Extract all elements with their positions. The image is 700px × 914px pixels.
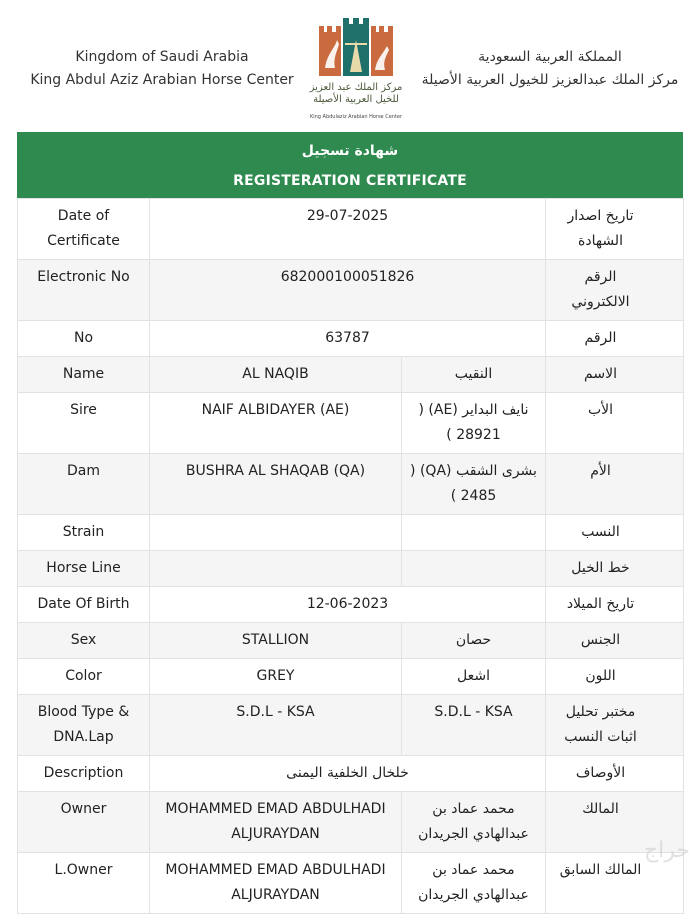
row-no <box>18 321 684 357</box>
label-ar: مختبر تحليل اثبات النسب <box>546 695 684 756</box>
value-en: GREY <box>150 659 402 695</box>
label-ar: اللون <box>546 659 684 695</box>
logo-emblem-icon <box>305 18 407 84</box>
label-en: Dam <box>18 454 150 515</box>
logo-text-en: King Abdulaziz Arabian Horse Center <box>309 114 403 120</box>
logo-ar-line1: مركز الملك عبد العزيز <box>309 82 403 93</box>
label-ar: الأوصاف <box>546 756 684 792</box>
row-owner <box>18 792 684 853</box>
label-en: Sex <box>18 623 150 659</box>
value-ar: حصان <box>402 623 546 659</box>
logo-text-ar <box>305 82 407 106</box>
value-en <box>150 515 402 551</box>
value-en: MOHAMMED EMAD ABDULHADI ALJURAYDAN <box>150 792 402 853</box>
value: 682000100051826 <box>150 260 546 321</box>
value-en: MOHAMMED EMAD ABDULHADI ALJURAYDAN <box>150 853 402 914</box>
row-electronic-no <box>18 260 684 321</box>
value-en: BUSHRA AL SHAQAB (QA) <box>150 454 402 515</box>
value: 12-06-2023 <box>150 587 546 623</box>
certificate-table <box>17 198 684 914</box>
label-en: Date of Certificate <box>18 199 150 260</box>
label-en: Color <box>18 659 150 695</box>
value-ar: نايف البداير (AE) ( 28921 ) <box>402 393 546 454</box>
header-left <box>17 46 307 92</box>
certificate-page <box>17 0 683 903</box>
header <box>17 0 683 132</box>
banner-title-en: REGISTERATION CERTIFICATE <box>233 173 467 189</box>
label-ar: الاسم <box>546 357 684 393</box>
label-ar: المالك السابق <box>546 853 684 914</box>
row-strain <box>18 515 684 551</box>
value-en: NAIF ALBIDAYER (AE) <box>150 393 402 454</box>
label-ar: الرقم <box>546 321 684 357</box>
label-en: Blood Type & DNA.Lap <box>18 695 150 756</box>
label-ar: تاريخ الميلاد <box>546 587 684 623</box>
value-ar: بشرى الشقب (QA) ( 2485 ) <box>402 454 546 515</box>
header-country-en: Kingdom of Saudi Arabia <box>75 49 249 65</box>
label-ar: النسب <box>546 515 684 551</box>
label-en: Name <box>18 357 150 393</box>
center-logo <box>305 18 407 126</box>
row-date-of-birth <box>18 587 684 623</box>
row-description <box>18 756 684 792</box>
value-en: AL NAQIB <box>150 357 402 393</box>
label-en: Horse Line <box>18 551 150 587</box>
value-en <box>150 551 402 587</box>
label-ar: المالك <box>546 792 684 853</box>
value-ar <box>402 551 546 587</box>
header-country-ar: المملكة العربية السعودية <box>478 49 622 65</box>
logo-ar-line2: للخيل العربية الأصيلة <box>313 94 399 105</box>
value: خلخال الخلفية اليمنى <box>150 756 546 792</box>
value-ar: محمد عماد بن عبدالهادي الجريدان <box>402 853 546 914</box>
label-ar: الجنس <box>546 623 684 659</box>
row-sire <box>18 393 684 454</box>
label-en: L.Owner <box>18 853 150 914</box>
label-ar: تاريخ اصدار الشهادة <box>546 199 684 260</box>
banner-title-ar: شهادة تسجيل <box>301 143 399 159</box>
value: 63787 <box>150 321 546 357</box>
label-ar: الرقم الالكتروني <box>546 260 684 321</box>
value-en: STALLION <box>150 623 402 659</box>
header-center-en: King Abdul Aziz Arabian Horse Center <box>30 72 294 88</box>
label-en: Owner <box>18 792 150 853</box>
header-right <box>417 46 683 92</box>
value-en: S.D.L - KSA <box>150 695 402 756</box>
label-ar: خط الخيل <box>546 551 684 587</box>
label-en: Description <box>18 756 150 792</box>
value-ar <box>402 515 546 551</box>
label-en: Sire <box>18 393 150 454</box>
value-ar: محمد عماد بن عبدالهادي الجريدان <box>402 792 546 853</box>
row-l-owner <box>18 853 684 914</box>
label-en: Date Of Birth <box>18 587 150 623</box>
row-date-of-certificate <box>18 199 684 260</box>
row-sex <box>18 623 684 659</box>
label-en: No <box>18 321 150 357</box>
label-ar: الأب <box>546 393 684 454</box>
row-name <box>18 357 684 393</box>
value-ar: النقيب <box>402 357 546 393</box>
value-ar: S.D.L - KSA <box>402 695 546 756</box>
label-ar: الأم <box>546 454 684 515</box>
row-dam <box>18 454 684 515</box>
label-en: Electronic No <box>18 260 150 321</box>
row-blood-type <box>18 695 684 756</box>
header-center-ar: مركز الملك عبدالعزيز للخيول العربية الأصيلة <box>421 72 679 88</box>
value-ar: اشعل <box>402 659 546 695</box>
label-en: Strain <box>18 515 150 551</box>
watermark: حراج <box>643 838 690 863</box>
value: 29-07-2025 <box>150 199 546 260</box>
row-horse-line <box>18 551 684 587</box>
title-banner <box>17 132 683 198</box>
row-color <box>18 659 684 695</box>
